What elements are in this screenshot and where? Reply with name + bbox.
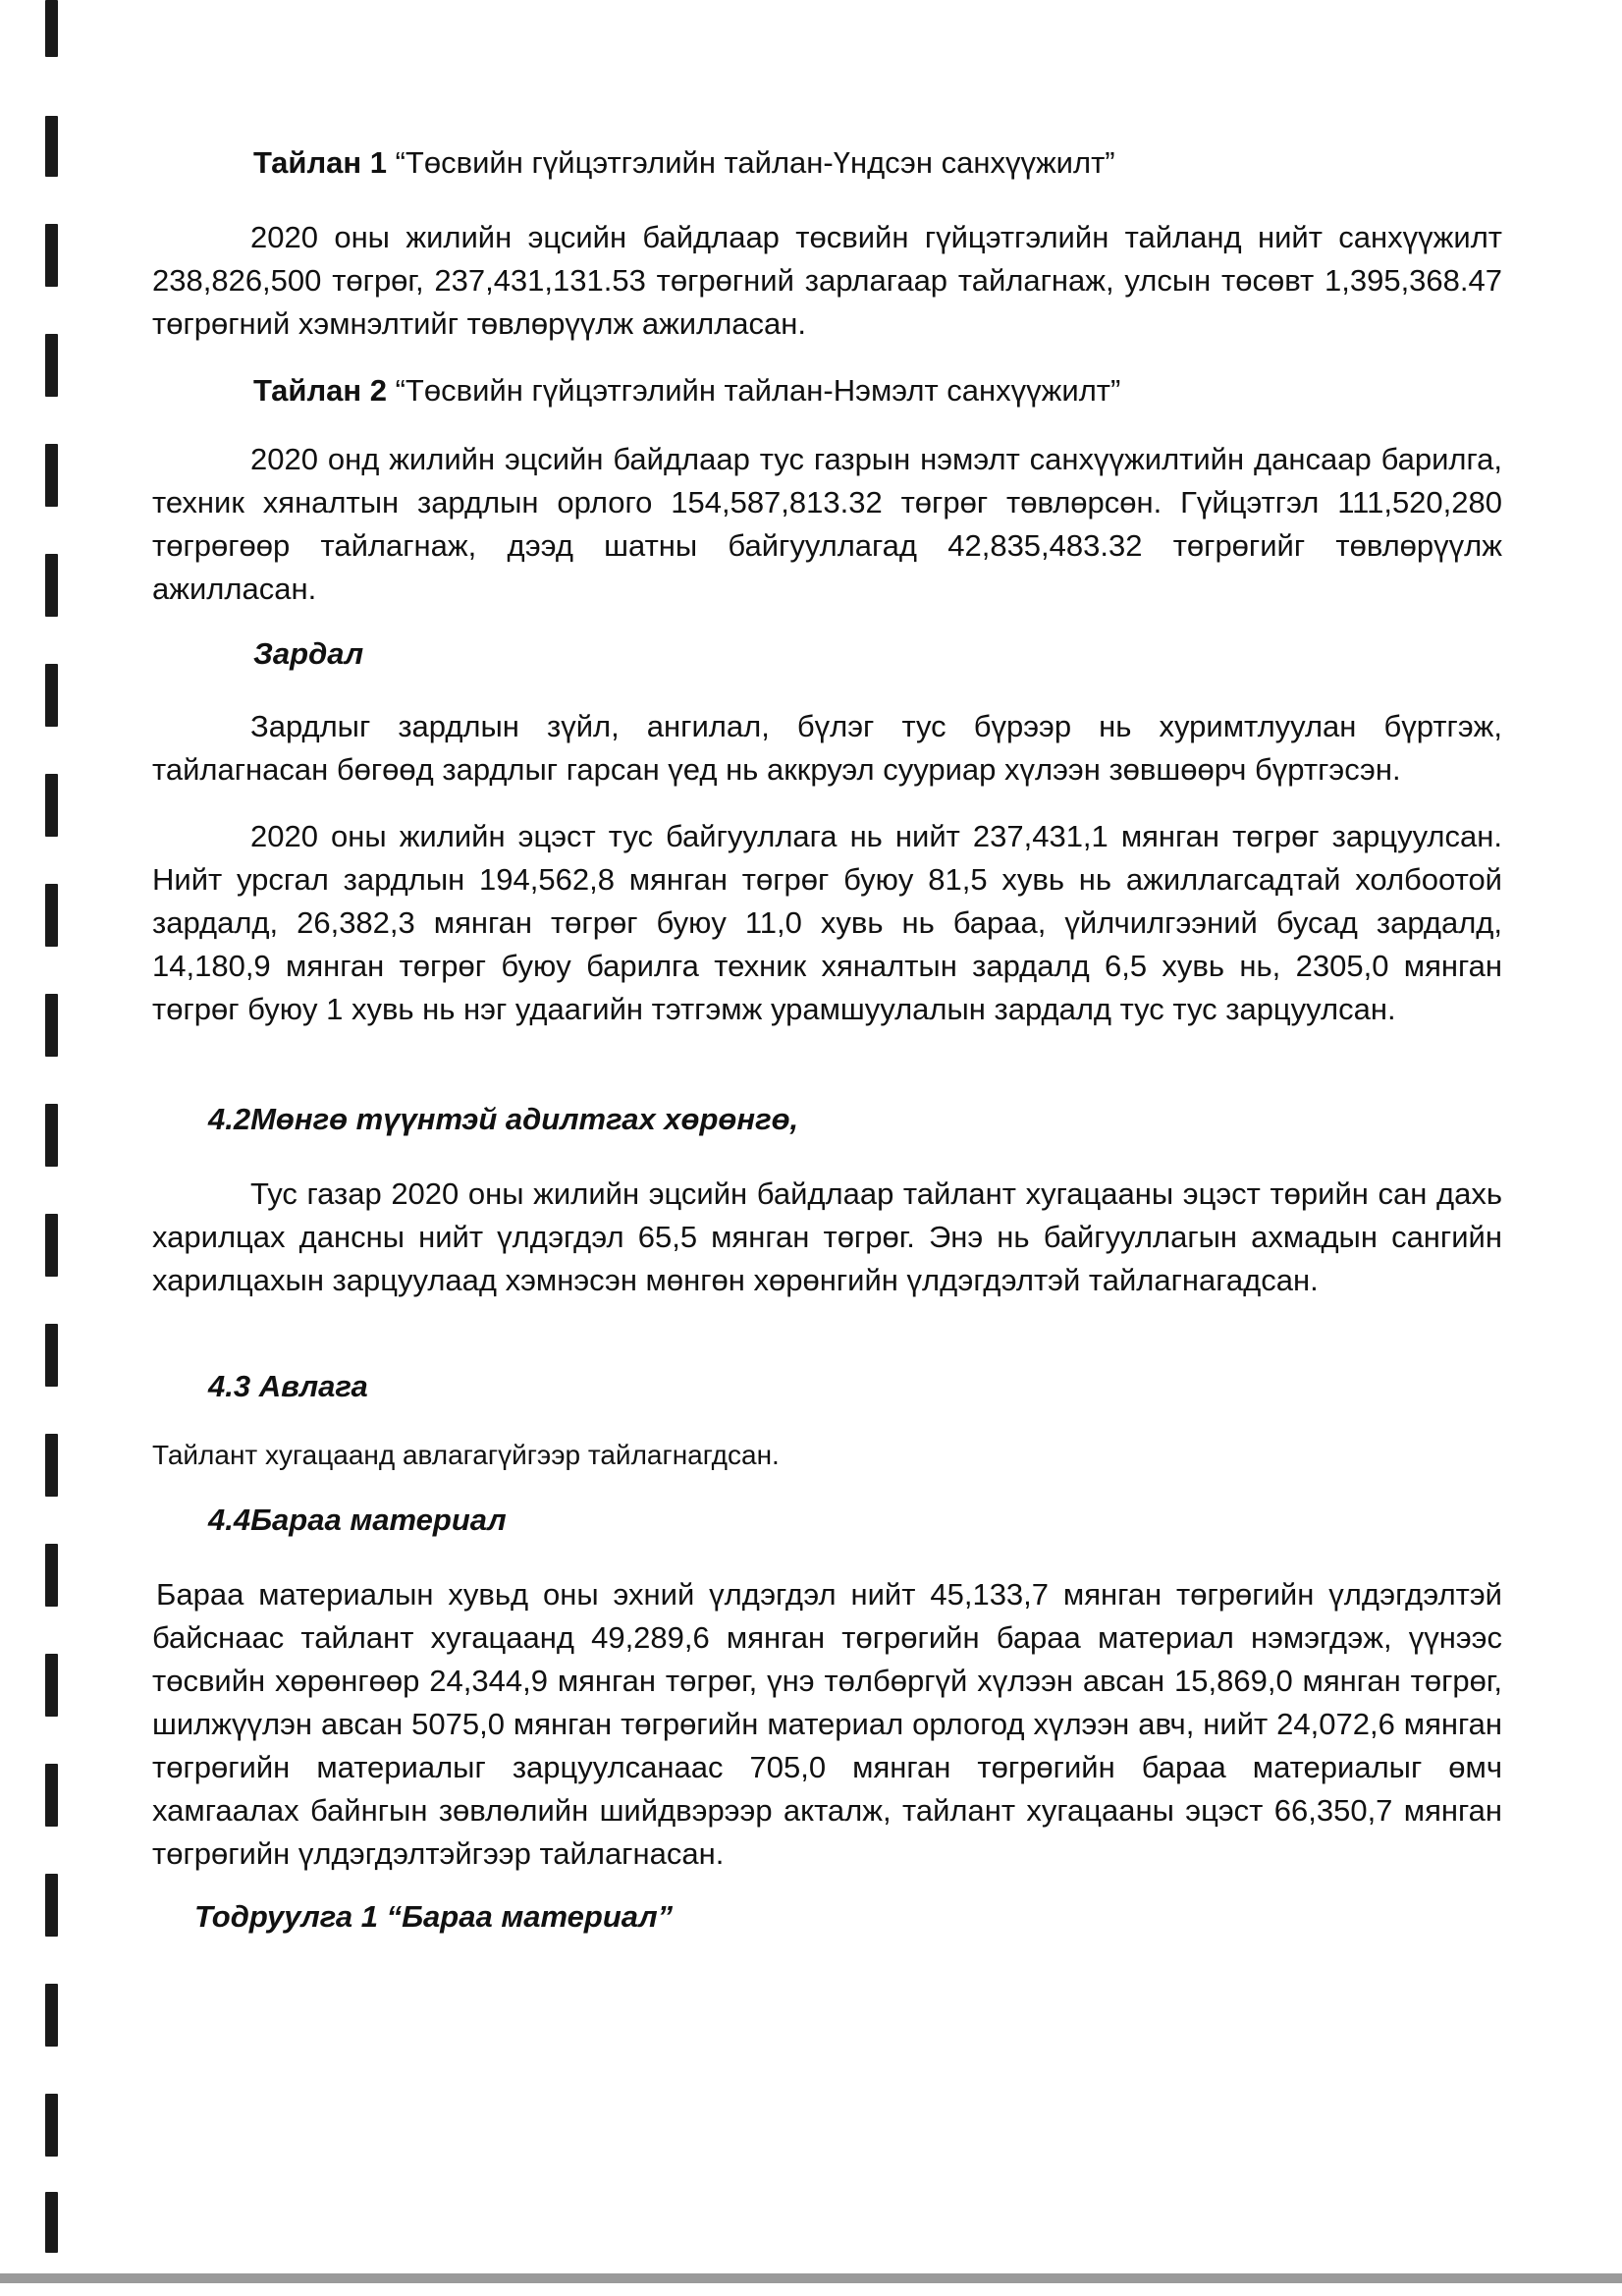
report1-heading: [253, 141, 1115, 185]
binder-mark: [45, 884, 58, 947]
binder-mark: [45, 224, 58, 287]
binder-mark: [45, 2192, 58, 2253]
binder-mark: [45, 1654, 58, 1717]
binder-mark: [45, 2094, 58, 2157]
binder-mark: [45, 1434, 58, 1497]
binder-mark: [45, 0, 58, 57]
binder-mark: [45, 1214, 58, 1277]
report1-label: Тайлан 1: [253, 145, 387, 180]
report2-label: Тайлан 2: [253, 373, 387, 408]
section42-heading: 4.2Мөнгө түүнтэй адилтгах хөрөнгө,: [208, 1102, 799, 1136]
report2-paragraph: 2020 онд жилийн эцсийн байдлаар тус газрын нэмэлт санхүүжилтийн дансаар барилга, техник хяналтын зардлын орлого 154,587,813.32 төгрөг төвлөрсөн. Гүйцэтгэл 111,520,280 төгрөгөөр тайлагнаж, дээд шатны байгууллагад 42,835,483.32 төгрөгийг төвлөрүүлж ажилласан.: [152, 442, 1502, 606]
binder-mark: [45, 334, 58, 397]
expense-paragraph-2: 2020 оны жилийн эцэст тус байгууллага нь нийт 237,431,1 мянган төгрөг зарцуулсан. Нийт урсгал зардлын 194,562,8 мянган төгрөг буюу 81,5 хувь нь ажиллагсадтай холбоотой зардалд, 26,382,3 мянган төгрөг буюу 11,0 хувь нь бараа, үйлчилгээний бусад зардалд, 14,180,9 мянган төгрөг буюу барилга техник хяналтын зардалд 6,5 хувь нь, 2305,0 мянган төгрөг буюу 1 хувь нь нэг удаагийн тэтгэмж урамшуулалын зардалд тус тус зарцуулсан.: [152, 819, 1502, 1026]
section43-paragraph: Тайлант хугацаанд авлагагүйгээр тайлагнагдсан.: [152, 1440, 780, 1470]
binder-mark: [45, 1874, 58, 1937]
report1-paragraph: 2020 оны жилийн эцсийн байдлаар төсвийн гүйцэтгэлийн тайланд нийт санхүүжилт 238,826,500 төгрөг, 237,431,131.53 төгрөгний зарлагаар тайлагнаж, улсын төсөвт 1,395,368.47 төгрөгний хэмнэлтийг төвлөрүүлж ажилласан.: [152, 220, 1502, 341]
binder-mark: [45, 554, 58, 617]
section43-heading: 4.3 Авлага: [208, 1369, 368, 1403]
binder-mark: [45, 1544, 58, 1607]
note1-heading: Тодруулга 1 “Бараа материал”: [194, 1899, 674, 1934]
report2-heading: [253, 369, 1120, 412]
report1-title: “Төсвийн гүйцэтгэлийн тайлан-Үндсэн санхүүжилт”: [395, 145, 1115, 180]
binder-mark: [45, 1324, 58, 1387]
binder-mark: [45, 444, 58, 507]
binder-mark: [45, 1764, 58, 1827]
binder-mark: [45, 116, 58, 177]
binder-mark: [45, 1104, 58, 1167]
binder-mark: [45, 994, 58, 1057]
expense-heading: Зардал: [253, 636, 364, 671]
binder-mark: [45, 664, 58, 727]
section44-paragraph: Бараа материалын хувьд оны эхний үлдэгдэл нийт 45,133,7 мянган төгрөгийн үлдэгдэлтэй байснаас тайлант хугацаанд 49,289,6 мянган төгрөгийн бараа материал нэмэгдэж, үүнээс төсвийн хөрөнгөөр 24,344,9 мянган төгрөг, үнэ төлбөргүй хүлээн авсан 15,869,0 мянган төгрөг, шилжүүлэн авсан 5075,0 мянган төгрөгийн материал орлогод хүлээн авч, нийт 24,072,6 мянган төгрөгийн материалыг зарцуулсанаас 705,0 мянган төгрөгийн бараа материалыг өмч хамгаалах байнгын зөвлөлийн шийдвэрээр акталж, тайлант хугацааны эцэст 66,350,7 мянган төгрөгийн үлдэгдэлтэйгээр тайлагнасан.: [152, 1577, 1502, 1871]
page-bottom-edge: [0, 2273, 1622, 2283]
report2-title: “Төсвийн гүйцэтгэлийн тайлан-Нэмэлт санхүүжилт”: [395, 373, 1121, 408]
binder-mark: [45, 774, 58, 837]
section42-paragraph: Тус газар 2020 оны жилийн эцсийн байдлаар тайлант хугацааны эцэст төрийн сан дахь харилцах дансны нийт үлдэгдэл 65,5 мянган төгрөг. Энэ нь байгууллагын ахмадын сангийн харилцахын зарцуулаад хэмнэсэн мөнгөн хөрөнгийн үлдэгдэлтэй тайлагнагадсан.: [152, 1176, 1502, 1297]
binder-mark: [45, 1984, 58, 2047]
section44-heading: 4.4Бараа материал: [208, 1503, 507, 1537]
expense-paragraph-1: Зардлыг зардлын зүйл, ангилал, бүлэг тус бүрээр нь хуримтлуулан бүртгэж, тайлагнасан бөгөөд зардлыг гарсан үед нь аккруэл сууриар хүлээн зөвшөөрч бүртгэсэн.: [152, 709, 1502, 787]
